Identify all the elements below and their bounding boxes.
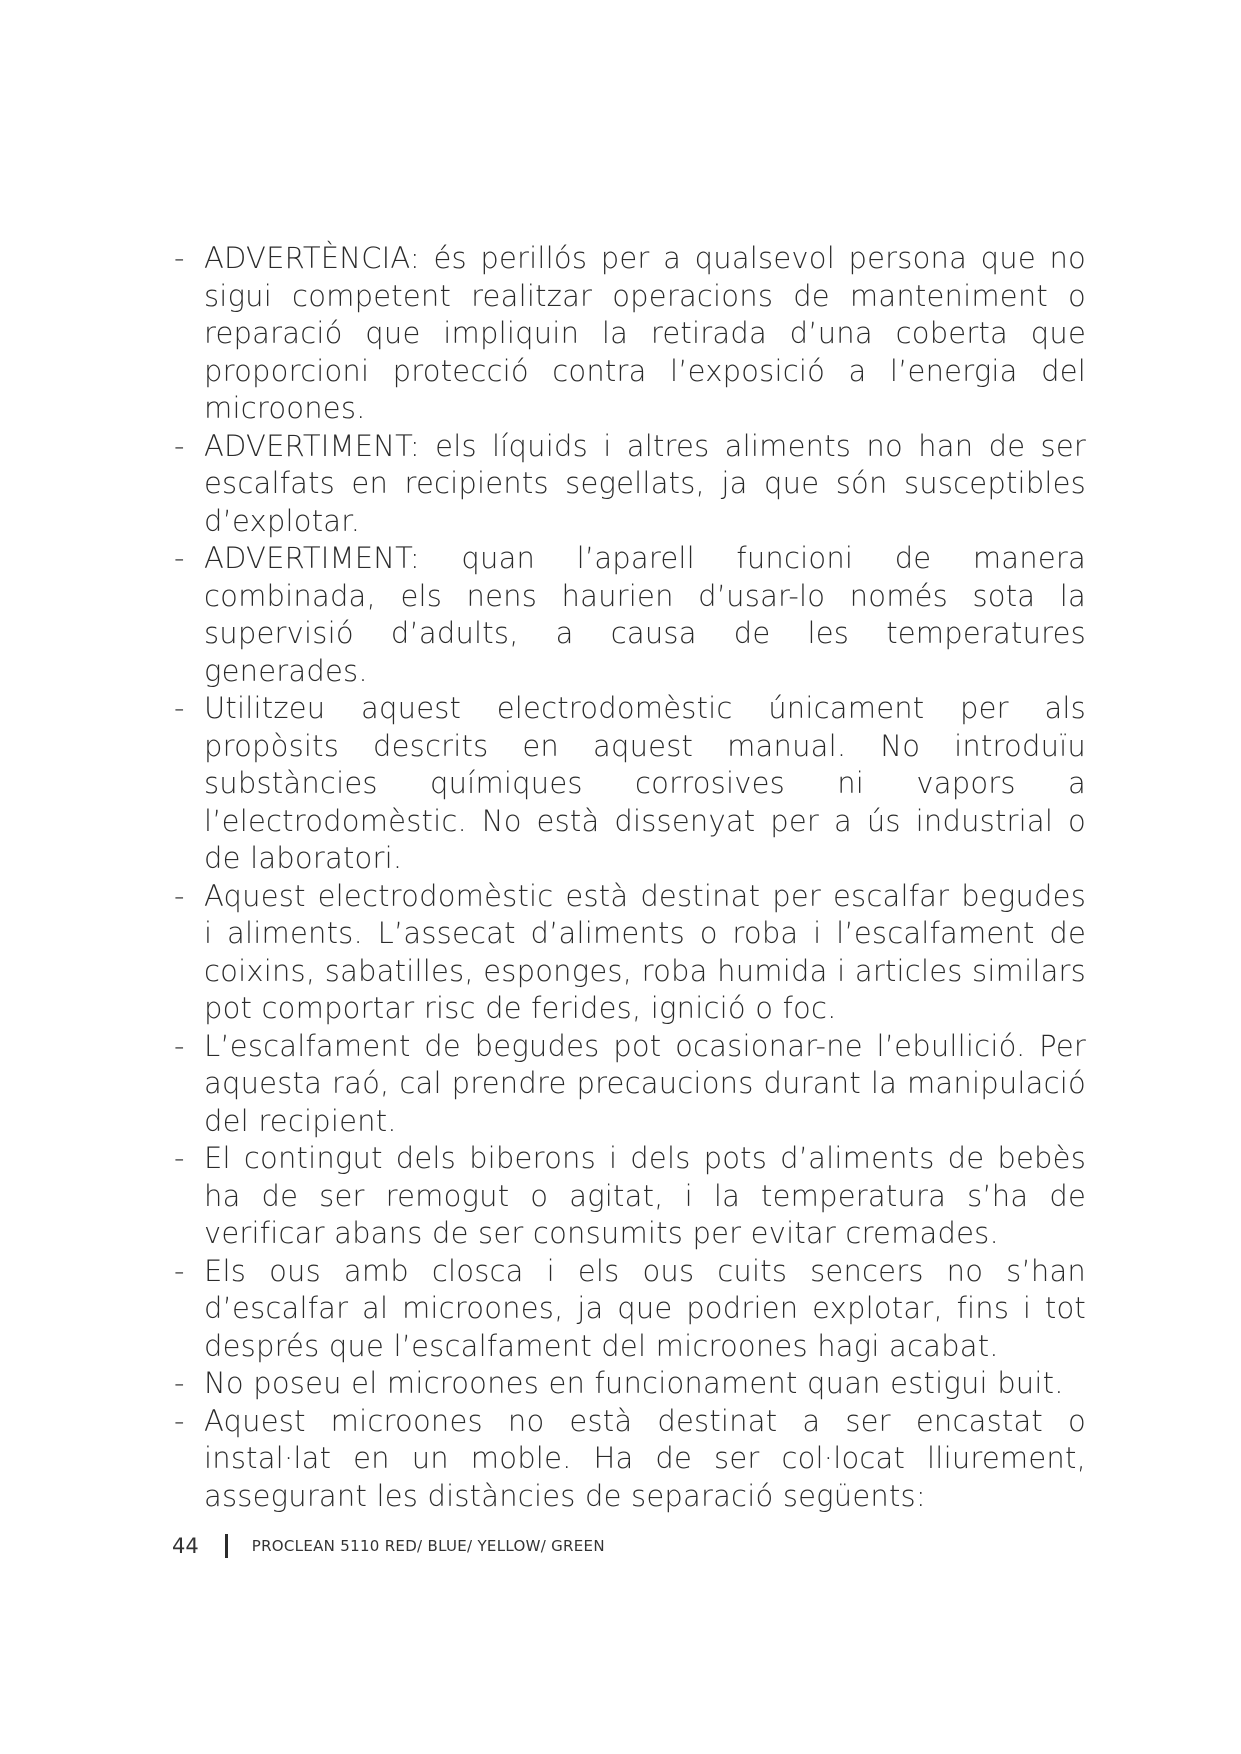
bullet-dash: - (174, 1028, 185, 1063)
safety-warnings-list (174, 240, 1086, 1515)
bullet-dash: - (174, 1253, 185, 1288)
footer-divider (225, 1534, 228, 1558)
warning-item (174, 1253, 1086, 1366)
page-number: 44 (172, 1534, 199, 1558)
warning-text: Utilitzeu aquest electrodomèstic únicament per als propòsits descrits en aquest manual. No introduïu substàncies químiques corrosives ni vapors a l’electrodomèstic. No està dissenyat per a ús industrial o de laboratori. (204, 691, 1086, 875)
bullet-dash: - (174, 1366, 185, 1400)
warning-text: No poseu el microones en funcionament quan estigui buit. (204, 1366, 1064, 1400)
bullet-dash: - (174, 691, 185, 725)
product-model-name: PROCLEAN 5110 RED/ BLUE/ YELLOW/ GREEN (251, 1537, 605, 1555)
warning-item (174, 1365, 1086, 1403)
bullet-dash: - (174, 1141, 185, 1175)
warning-item (174, 540, 1086, 690)
warning-text: L’escalfament de begudes pot ocasionar-ne l’ebullició. Per aquesta raó, cal prendre precaucions durant la manipulació del recipient. (204, 1028, 1086, 1138)
warning-item (174, 1028, 1086, 1141)
warning-text: ADVERTIMENT: els líquids i altres aliments no han de ser escalfats en recipients segellats, ja que són susceptibles d’explotar. (204, 428, 1086, 538)
bullet-dash: - (174, 541, 185, 575)
bullet-dash: - (174, 241, 185, 275)
warning-text: El contingut dels biberons i dels pots d’aliments de bebès ha de ser remogut o agitat, i la temperatura s’ha de verificar abans de ser consumits per evitar cremades. (204, 1141, 1086, 1250)
warning-item (174, 1140, 1086, 1253)
bullet-dash: - (174, 1403, 185, 1438)
warning-text: Aquest electrodomèstic està destinat per escalfar begudes i aliments. L’assecat d’aliments o roba i l’escalfament de coixins, sabatilles, esponges, roba humida i articles similars pot comportar risc de ferides, ignició o foc. (204, 878, 1086, 1025)
warning-item (174, 240, 1086, 428)
bullet-dash: - (174, 878, 185, 913)
warning-item (174, 428, 1086, 541)
warning-text: ADVERTIMENT: quan l’aparell funcioni de manera combinada, els nens haurien d’usar-lo només sota la supervisió d’adults, a causa de les temperatures generades. (204, 541, 1086, 688)
warning-text: Aquest microones no està destinat a ser encastat o instal·lat en un moble. Ha de ser col·locat lliurement, assegurant les distàncies de separació següents: (204, 1403, 1086, 1513)
page-footer (172, 1533, 605, 1559)
warning-item (174, 690, 1086, 878)
warning-item (174, 878, 1086, 1028)
warning-text: ADVERTÈNCIA: és perillós per a qualsevol persona que no sigui competent realitzar operacions de manteniment o reparació que impliquin la retirada d’una coberta que proporcioni protecció contra l’exposició a l’energia del microones. (204, 241, 1086, 425)
warning-text: Els ous amb closca i els ous cuits sencers no s’han d’escalfar al microones, ja que podrien explotar, fins i tot després que l’escalfament del microones hagi acabat. (204, 1253, 1086, 1363)
bullet-dash: - (174, 428, 185, 463)
warning-item (174, 1403, 1086, 1516)
